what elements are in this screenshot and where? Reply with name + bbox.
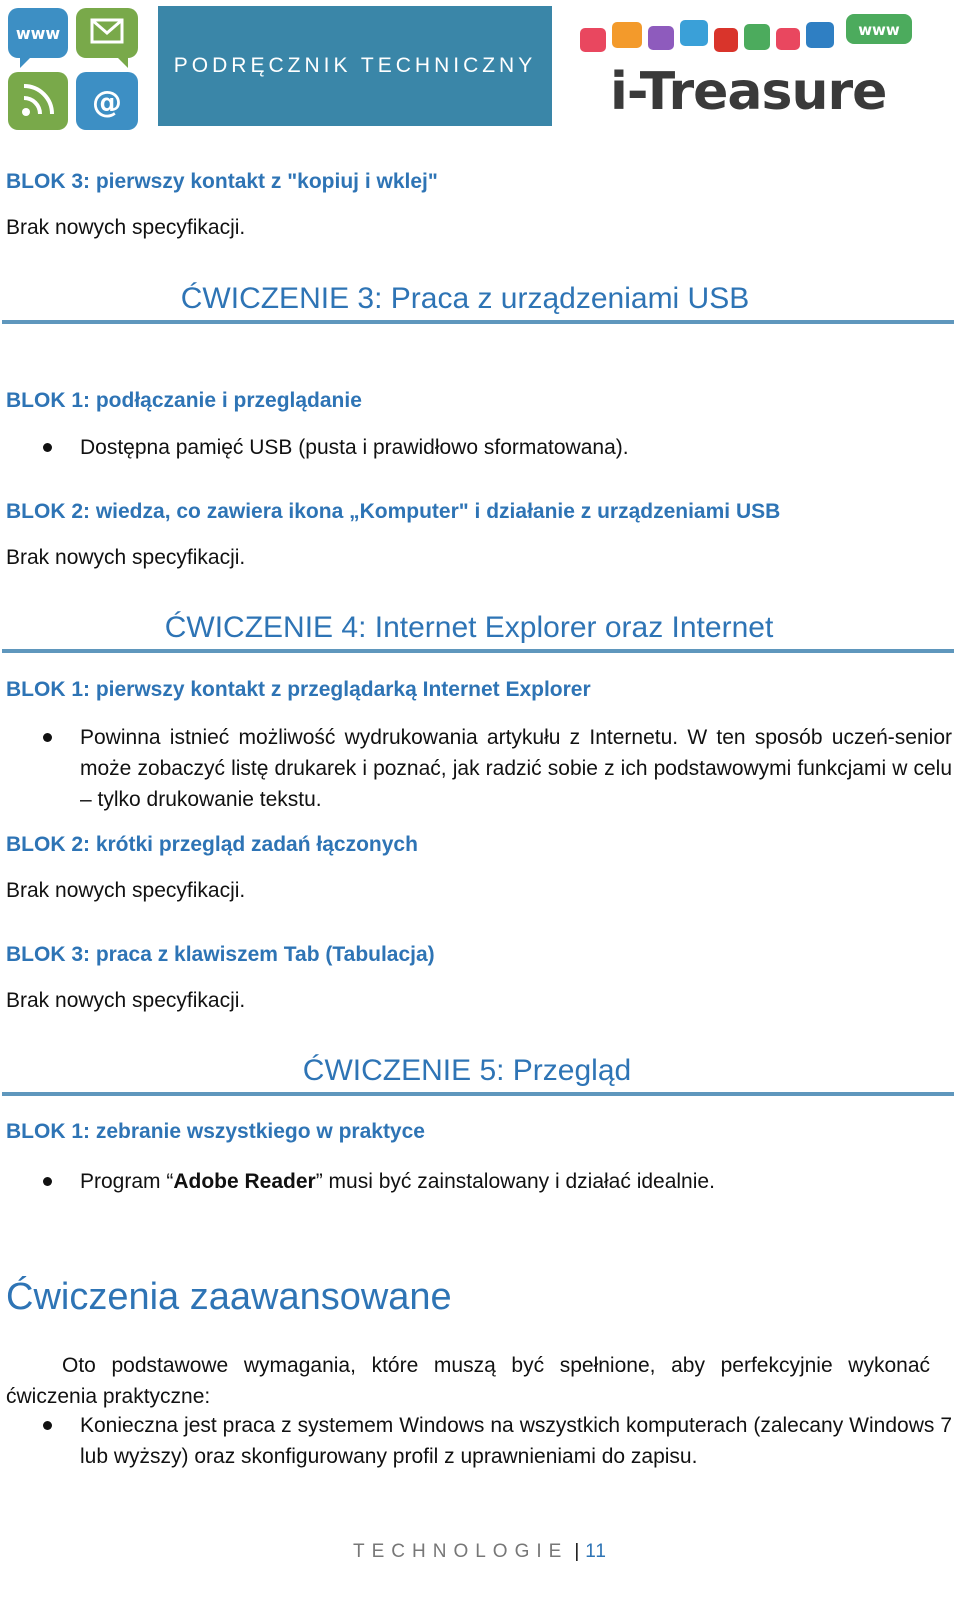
page-footer bbox=[0, 1541, 960, 1563]
bullet-suffix: ” musi być zainstalowany i działać idealnie. bbox=[315, 1170, 715, 1193]
exercise5-title: ĆWICZENIE 5: Przegląd bbox=[302, 1054, 632, 1087]
header-title-box bbox=[158, 6, 552, 126]
exercise3-blok2-heading: BLOK 2: wiedza, co zawiera ikona „Komputer" i działanie z urządzeniami USB bbox=[6, 500, 781, 523]
exercise4-blok1-bullet: Powinna istnieć możliwość wydrukowania artykułu z Internetu. W ten sposób uczeń-senior może zobaczyć listę drukarek i poznać, jak radzić sobie z ich podstawowymi funkcjami w celu – tylko drukowanie tekstu. bbox=[80, 726, 952, 811]
at-bubble-icon bbox=[680, 20, 708, 46]
bullet-prefix: Program “ bbox=[80, 1170, 174, 1193]
exercise4-blok2-text: Brak nowych specyfikacji. bbox=[6, 879, 246, 902]
advanced-intro-paragraph: Oto podstawowe wymagania, które muszą być spełnione, aby perfekcyjnie wykonać ćwiczenia praktyczne: bbox=[6, 1354, 930, 1408]
exercise5-blok1-bullet bbox=[80, 1166, 952, 1197]
advanced-bullet: Konieczna jest praca z systemem Windows na wszystkich komputerach (zalecany Windows 7 lub wyższy) oraz skonfigurowany profil z uprawnieniami do zapisu. bbox=[80, 1414, 952, 1468]
message-bubble-icon bbox=[648, 26, 674, 50]
exercise5-rule bbox=[2, 1092, 954, 1096]
exercise4-blok2-heading: BLOK 2: krótki przegląd zadań łączonych bbox=[6, 833, 418, 856]
exercise4-rule bbox=[2, 649, 954, 653]
alert-bubble-icon bbox=[714, 28, 738, 52]
exercise3-blok2-text: Brak nowych specyfikacji. bbox=[6, 546, 246, 569]
header-title: PODRĘCZNIK TECHNICZNY bbox=[173, 54, 537, 77]
advanced-exercises-heading: Ćwiczenia zaawansowane bbox=[6, 1276, 452, 1318]
footer-label: TECHNOLOGIE bbox=[353, 1541, 569, 1562]
exercise3-blok1-heading: BLOK 1: podłączanie i przeglądanie bbox=[6, 389, 362, 412]
exercise5-blok1-heading: BLOK 1: zebranie wszystkiego w praktyce bbox=[6, 1120, 425, 1143]
speech-bubble-icon bbox=[580, 28, 606, 52]
exercise4-blok3-text: Brak nowych specyfikacji. bbox=[6, 989, 246, 1012]
exercise4-blok1-heading: BLOK 1: pierwszy kontakt z przeglądarką Internet Explorer bbox=[6, 678, 591, 701]
header-icons-graphic bbox=[6, 6, 146, 134]
bullet-dot bbox=[43, 443, 52, 452]
exercise4-blok3-heading: BLOK 3: praca z klawiszem Tab (Tabulacja) bbox=[6, 943, 435, 966]
rss-bubble-icon bbox=[806, 22, 834, 48]
adobe-reader-name: Adobe Reader bbox=[173, 1170, 316, 1193]
bullet-dot bbox=[43, 1421, 52, 1430]
at-icon: @ bbox=[92, 85, 122, 120]
blok3-copy-paste-heading: BLOK 3: pierwszy kontakt z "kopiuj i wklej" bbox=[6, 170, 438, 193]
blok3-copy-paste-text: Brak nowych specyfikacji. bbox=[6, 216, 246, 239]
heart-bubble-icon bbox=[776, 28, 800, 50]
page-number: 11 bbox=[585, 1541, 607, 1562]
exercise3-title: ĆWICZENIE 3: Praca z urządzeniami USB bbox=[180, 282, 750, 315]
exercise3-rule bbox=[2, 320, 954, 324]
exercise3-blok1-bullet: Dostępna pamięć USB (pusta i prawidłowo sformatowana). bbox=[80, 436, 629, 459]
bullet-dot bbox=[43, 733, 52, 742]
exercise4-title: ĆWICZENIE 4: Internet Explorer oraz Internet bbox=[164, 611, 774, 644]
logo-text: i-Treasure bbox=[610, 62, 887, 122]
bullet-dot bbox=[43, 1177, 52, 1186]
bird-bubble-icon bbox=[744, 24, 770, 50]
www-badge: www bbox=[858, 21, 900, 39]
www-label: www bbox=[15, 24, 61, 43]
chat-bubble-icon bbox=[612, 22, 642, 48]
i-treasure-logo bbox=[580, 10, 940, 120]
footer-separator: | bbox=[574, 1541, 580, 1562]
